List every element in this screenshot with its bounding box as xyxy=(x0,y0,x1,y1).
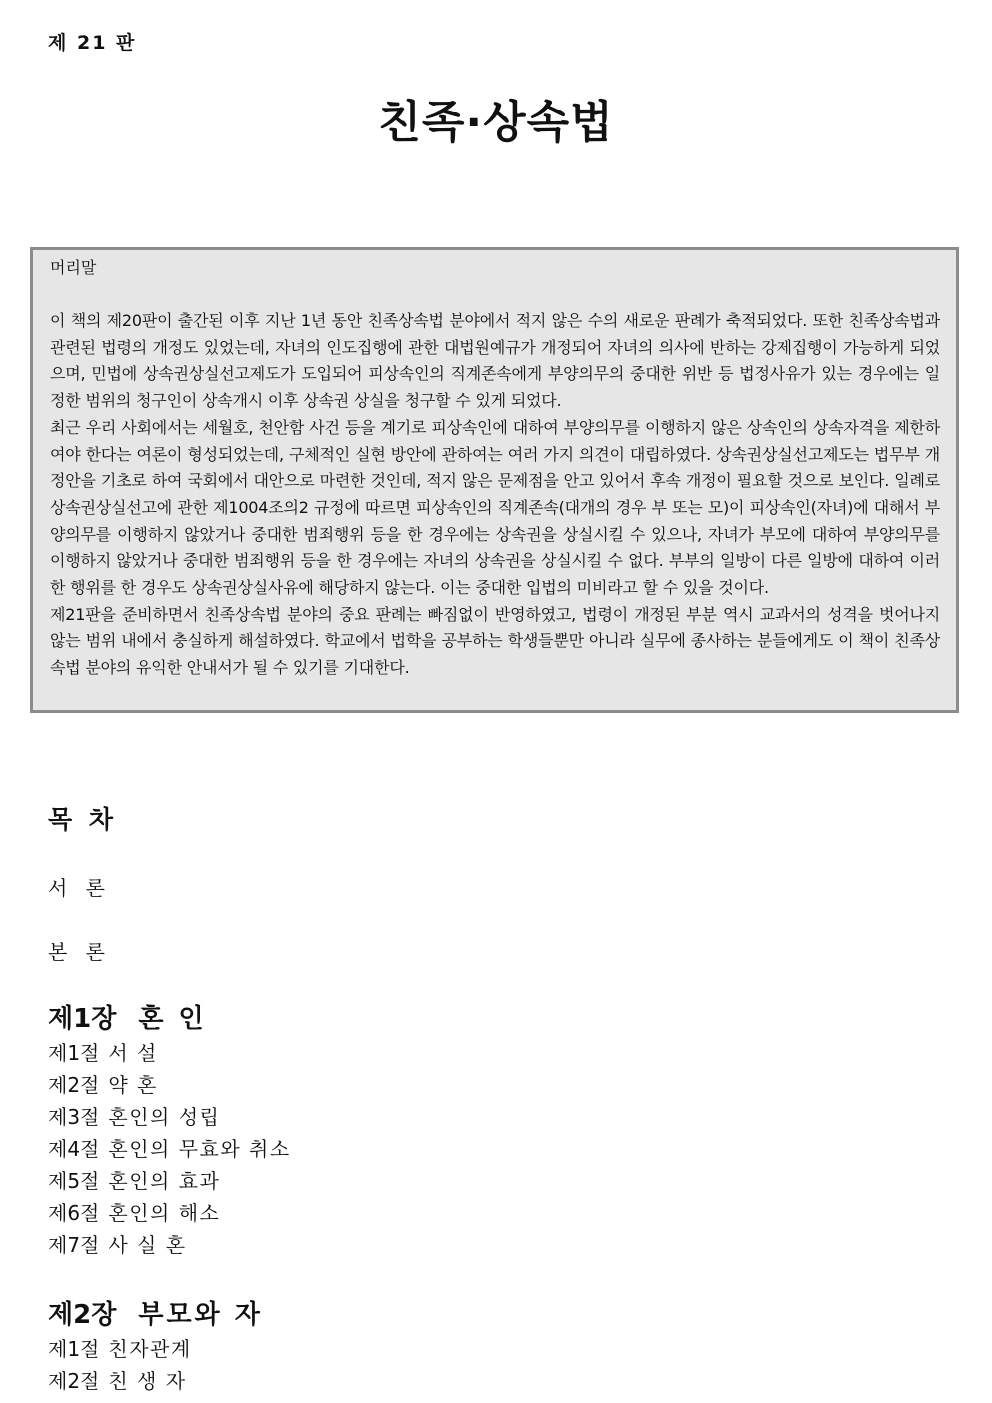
chapter-number: 제2장 xyxy=(48,1300,117,1330)
toc-chapter-2 xyxy=(48,1294,263,1331)
toc-main: 본 론 xyxy=(48,940,111,964)
toc-section xyxy=(48,1365,192,1397)
edition-label: 제 21 판 xyxy=(48,32,137,54)
toc-heading: 목 차 xyxy=(48,805,118,834)
toc-section xyxy=(48,1037,291,1069)
section-title: 서 설 xyxy=(108,1041,158,1065)
section-title: 사 실 혼 xyxy=(108,1233,187,1257)
preface-heading: 머리말 xyxy=(50,258,97,277)
toc-section xyxy=(48,1229,291,1261)
section-number: 제1절 xyxy=(48,1041,100,1065)
section-number: 제2절 xyxy=(48,1369,100,1393)
toc-section xyxy=(48,1133,291,1165)
preface-box xyxy=(30,247,959,713)
section-number: 제2절 xyxy=(48,1073,100,1097)
section-number: 제1절 xyxy=(48,1337,100,1361)
section-title: 혼인의 효과 xyxy=(108,1169,221,1193)
section-number: 제3절 xyxy=(48,1105,100,1129)
toc-section xyxy=(48,1165,291,1197)
section-title: 친 생 자 xyxy=(108,1369,187,1393)
section-title: 혼인의 무효와 취소 xyxy=(108,1137,291,1161)
chapter-title: 혼 인 xyxy=(138,1004,207,1034)
toc-chapter-1 xyxy=(48,998,207,1035)
section-number: 제7절 xyxy=(48,1233,100,1257)
section-title: 혼인의 성립 xyxy=(108,1105,221,1129)
section-number: 제6절 xyxy=(48,1201,100,1225)
toc-chapter-1-sections xyxy=(48,1037,291,1261)
section-number: 제5절 xyxy=(48,1169,100,1193)
preface-spacer xyxy=(50,281,940,308)
toc-section xyxy=(48,1333,192,1365)
section-title: 친자관계 xyxy=(108,1337,192,1361)
section-number: 제4절 xyxy=(48,1137,100,1161)
book-title: 친족·상속법 xyxy=(378,97,614,148)
toc-intro: 서 론 xyxy=(48,876,111,900)
chapter-title: 부모와 자 xyxy=(138,1300,263,1330)
chapter-number: 제1장 xyxy=(48,1004,117,1034)
toc-section xyxy=(48,1101,291,1133)
preface-paragraph-3: 제21판을 준비하면서 친족상속법 분야의 중요 판례는 빠짐없이 반영하였고, 법령이 개정된 부분 역시 교과서의 성격을 벗어나지 않는 범위 내에서 충실하게 해설하였다. 학교에서 법학을 공부하는 학생들뿐만 아니라 실무에 종사하는 분들에게도 이 책이 친족상속법 분야의 유익한 안내서가 될 수 있기를 기대한다. xyxy=(50,604,940,678)
section-title: 약 혼 xyxy=(108,1073,158,1097)
preface-paragraph-2: 최근 우리 사회에서는 세월호, 천안함 사건 등을 계기로 피상속인에 대하여 부양의무를 이행하지 않은 상속인의 상속자격을 제한하여야 한다는 여론이 형성되었는데, 구체적인 실현 방안에 관하여는 여러 가지 의견이 대립하였다. 상속권상실선고제도는 법무부 개정안을 기초로 하여 국회에서 대안으로 마련한 것인데, 적지 않은 문제점을 안고 있어서 후속 개정이 필요할 것으로 보인다. 일례로 상속권상실선고에 관한 제1004조의2 규정에 따르면 피상속인의 직계존속(대개의 경우 부 또는 모)이 피상속인(자녀)에 대해서 부양의무를 이행하지 않았거나 중대한 범죄행위 등을 한 경우에는 상속권을 상실시킬 수 있으나, 자녀가 부모에 대하여 부양의무를 이행하지 않았거나 중대한 범죄행위 등을 한 경우에는 자녀의 상속권을 상실시킬 수 없다. 부부의 일방이 다른 일방에 대하여 이러한 행위를 한 경우도 상속권상실사유에 해당하지 않는다. 이는 중대한 입법의 미비라고 할 수 있을 것이다. xyxy=(50,417,940,598)
toc-chapter-2-sections xyxy=(48,1333,192,1397)
section-title: 혼인의 해소 xyxy=(108,1201,221,1225)
toc-section xyxy=(48,1069,291,1101)
preface-paragraph-1: 이 책의 제20판이 출간된 이후 지난 1년 동안 친족상속법 분야에서 적지 않은 수의 새로운 판례가 축적되었다. 또한 친족상속법과 관련된 법령의 개정도 있었는데, 자녀의 인도집행에 관한 대법원예규가 개정되어 자녀의 의사에 반하는 강제집행이 가능하게 되었으며, 민법에 상속권상실선고제도가 도입되어 피상속인의 직계존속에게 부양의무의 중대한 위반 등 법정사유가 있는 경우에는 일정한 범위의 청구인이 상속개시 이후 상속권 상실을 청구할 수 있게 되었다. xyxy=(50,311,940,411)
toc-section xyxy=(48,1197,291,1229)
